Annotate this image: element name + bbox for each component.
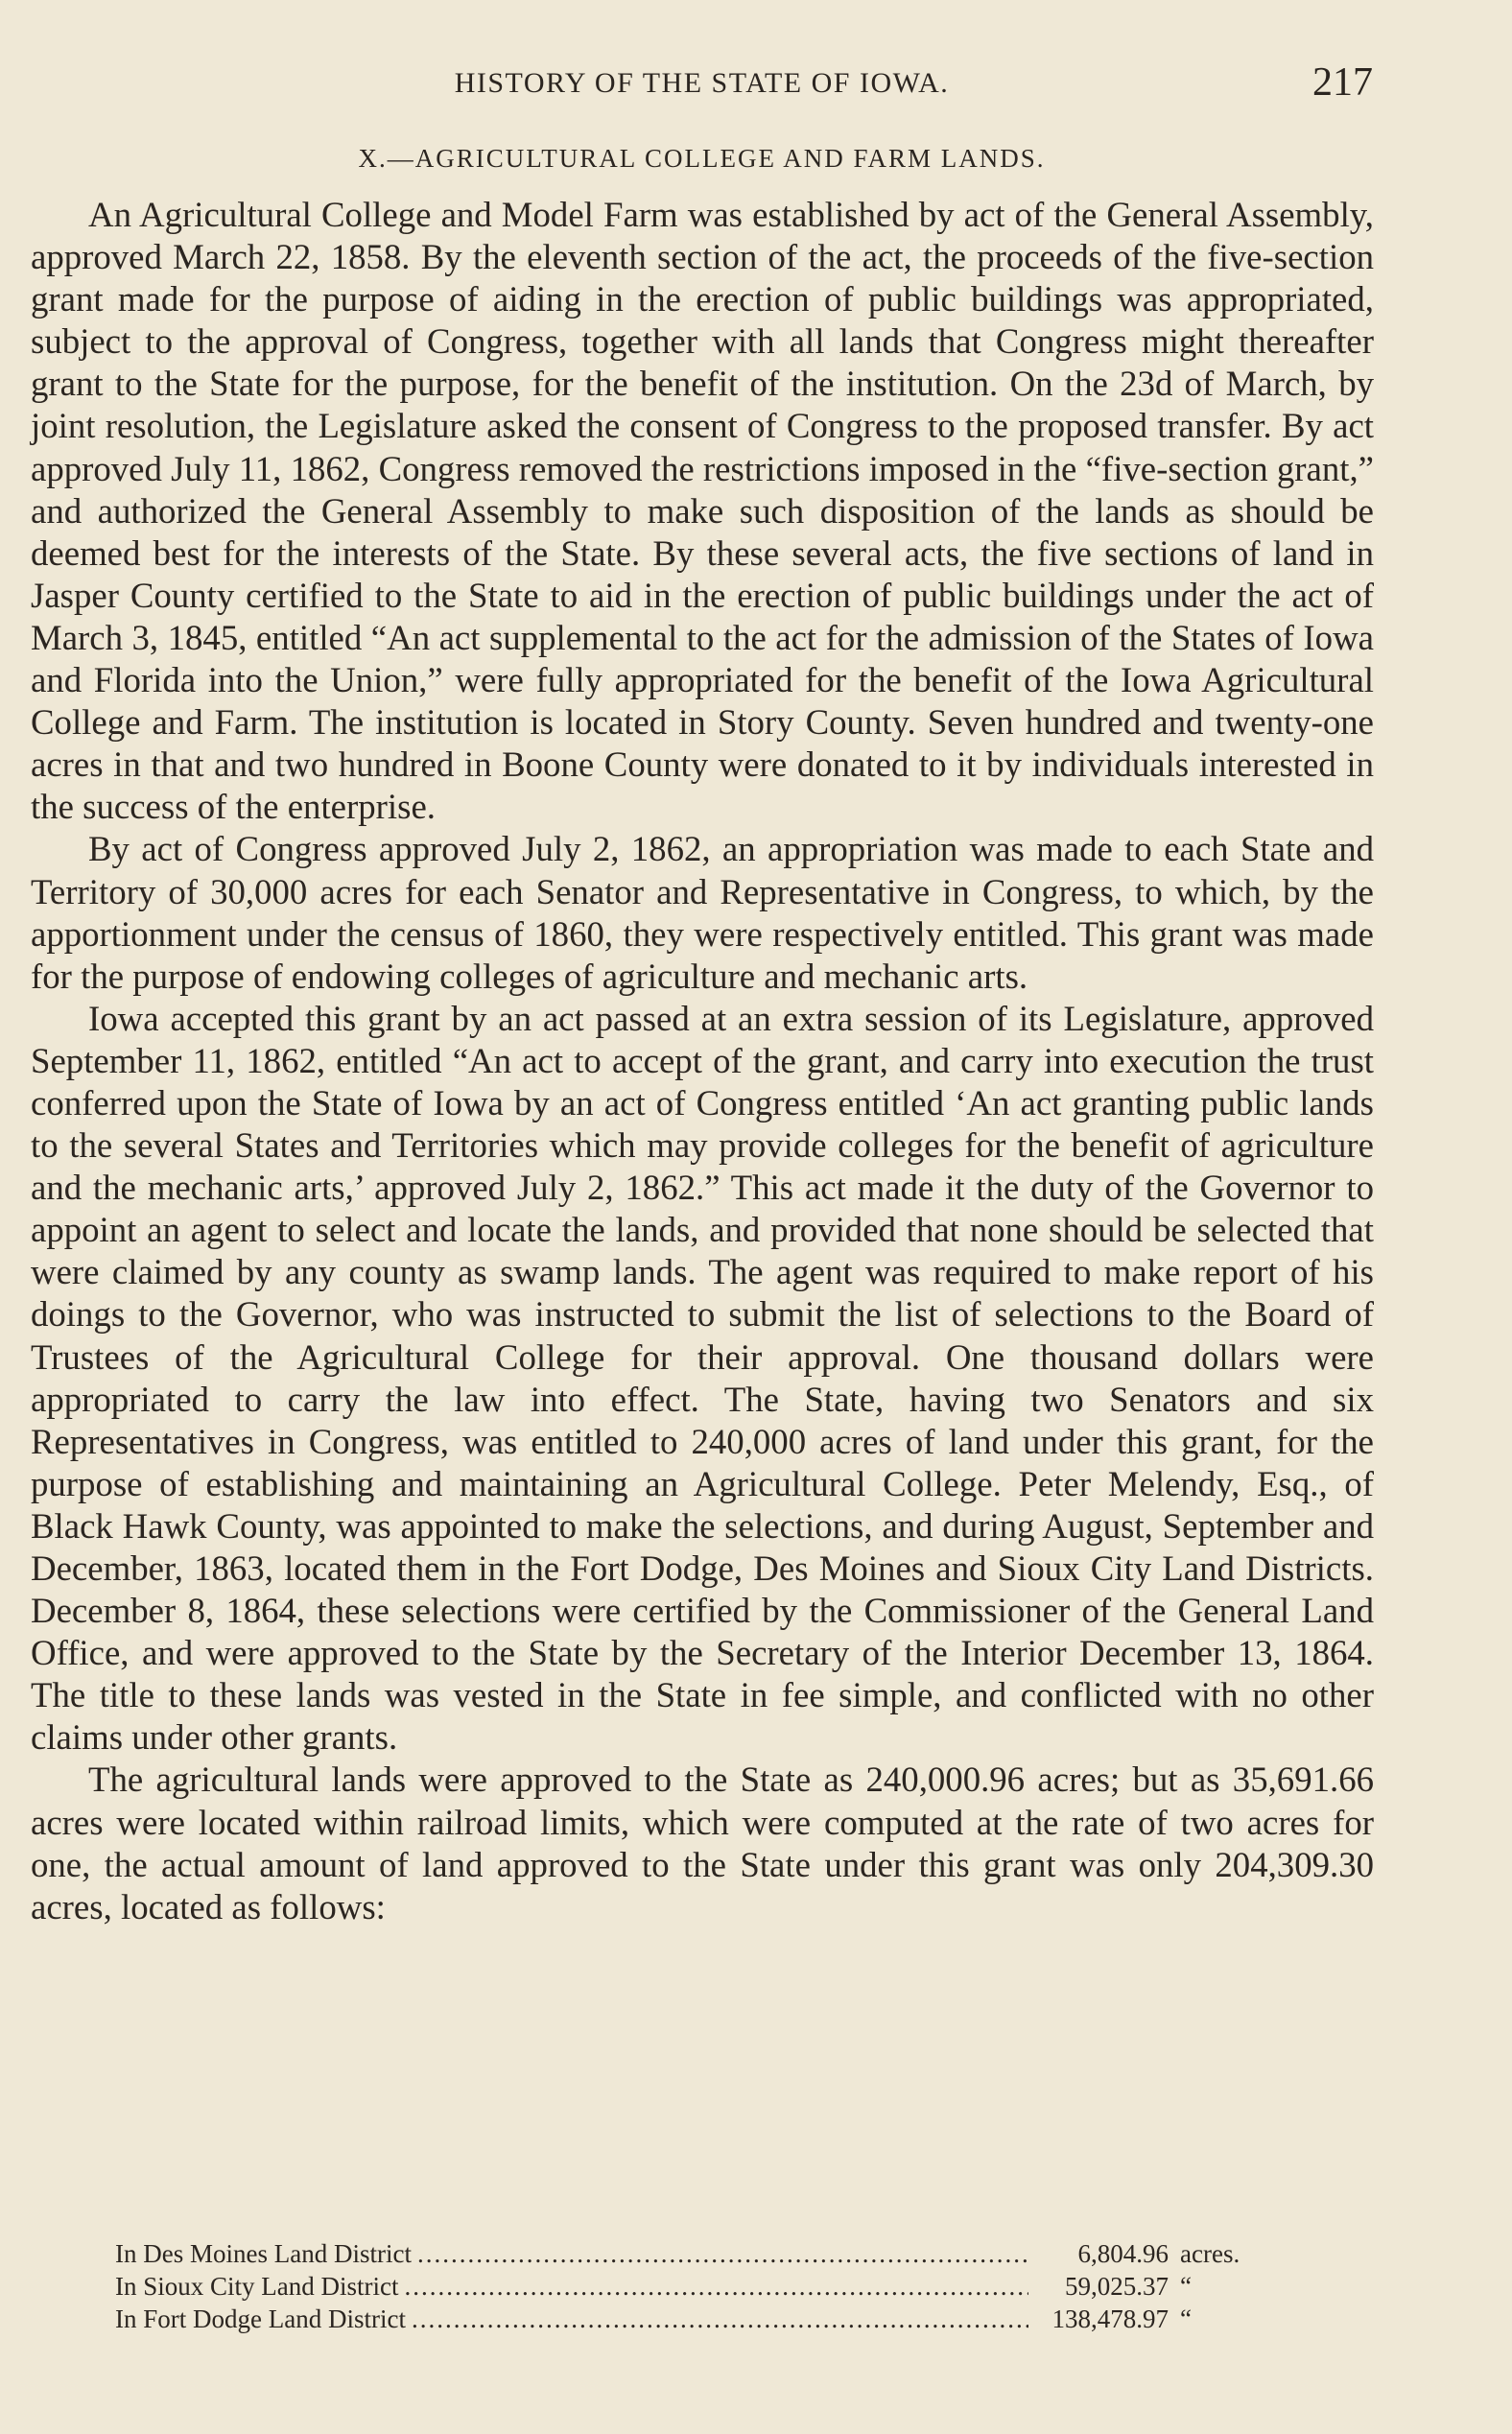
acreage-unit: acres. bbox=[1180, 2239, 1240, 2268]
land-district-table bbox=[115, 2237, 1286, 2335]
page-number: 217 bbox=[1312, 60, 1373, 105]
acreage-value: 59,025.37 bbox=[1065, 2272, 1169, 2301]
paragraph: An Agricultural College and Model Farm was established by act of the General Assembly, approved March 22, 1858. By the eleventh section of the act, the proceeds of the five-section grant made for the purpose of aiding in the erection of public buildings was appropriated, subject to the approval of Congress, together with all lands that Congress might thereafter grant to the State for the purpose, for the benefit of the institution. On the 23d of March, by joint resolution, the Legislature asked the consent of Congress to the proposed transfer. By act approved July 11, 1862, Congress removed the restrictions imposed in the “five-section grant,” and authorized the General Assembly to make such disposition of the lands as should be deemed best for the interests of the State. By these several acts, the five sections of land in Jasper County certified to the State to aid in the erection of public buildings under the act of March 3, 1845, entitled “An act supplemental to the act for the admission of the States of Iowa and Florida into the Union,” were fully appropriated for the benefit of the Iowa Agricultural College and Farm. The institution is located in Story County. Seven hundred and twenty-one acres in that and two hundred in Boone County were donated to it by individuals interested in the success of the enterprise. bbox=[31, 195, 1374, 827]
section-heading: X.—AGRICULTURAL COLLEGE AND FARM LANDS. bbox=[358, 144, 1046, 173]
paragraph: By act of Congress approved July 2, 1862, an appropriation was made to each State and Territory of 30,000 acres for each Senator and Representative in Congress, to which, by the apportionment under the census of 1860, they were respectively entitled. This grant was made for the purpose of endowing colleges of agriculture and mechanic arts. bbox=[31, 829, 1374, 996]
running-title: HISTORY OF THE STATE OF IOWA. bbox=[454, 67, 950, 99]
district-label: In Fort Dodge Land District bbox=[115, 2304, 406, 2333]
dot-leader bbox=[417, 2237, 1028, 2270]
district-label: In Sioux City Land District bbox=[115, 2272, 399, 2301]
body-text bbox=[31, 194, 1374, 1928]
paragraph: Iowa accepted this grant by an act passed at an extra session of its Legislature, approved September 11, 1862, entitled “An act to accept of the grant, and carry into execution the trust conferred upon the State of Iowa by an act of Congress entitled ‘An act granting public lands to the several States and Territories which may provide colleges for the benefit of agriculture and the mechanic arts,’ approved July 2, 1862.” This act made it the duty of the Governor to appoint an agent to select and locate the lands, and provided that none should be selected that were claimed by any county as swamp lands. The agent was required to make report of his doings to the Governor, who was instructed to submit the list of selections to the Board of Trustees of the Agricultural College for their approval. One thousand dollars were appropriated to carry the law into effect. The State, having two Senators and six Representatives in Congress, was entitled to 240,000 acres of land under this grant, for the purpose of establishing and maintaining an Agricultural College. Peter Melendy, Esq., of Black Hawk County, was appointed to make the selections, and during August, September and December, 1863, located them in the Fort Dodge, Des Moines and Sioux City Land Districts. December 8, 1864, these selections were certified by the Commissioner of the General Land Office, and were approved to the State by the Secretary of the Interior December 13, 1864. The title to these lands was vested in the State in fee simple, and conflicted with no other claims under other grants. bbox=[31, 998, 1374, 1758]
paragraph: The agricultural lands were approved to the State as 240,000.96 acres; but as 35,691.66 acres were located within railroad limits, which were computed at the rate of two acres for one, the actual amount of land approved to the State under this grant was only 204,309.30 acres, located as follows: bbox=[31, 1760, 1374, 1926]
acreage-value: 6,804.96 bbox=[1077, 2239, 1169, 2268]
dot-leader bbox=[404, 2270, 1028, 2303]
district-label: In Des Moines Land District bbox=[115, 2239, 412, 2268]
table-row bbox=[115, 2270, 1286, 2303]
acreage-unit: “ bbox=[1180, 2272, 1192, 2301]
acreage-unit: “ bbox=[1180, 2304, 1192, 2333]
table-row bbox=[115, 2303, 1286, 2335]
table-row bbox=[115, 2237, 1286, 2270]
dot-leader bbox=[412, 2303, 1028, 2335]
running-header bbox=[31, 59, 1373, 107]
acreage-value: 138,478.97 bbox=[1051, 2304, 1169, 2333]
